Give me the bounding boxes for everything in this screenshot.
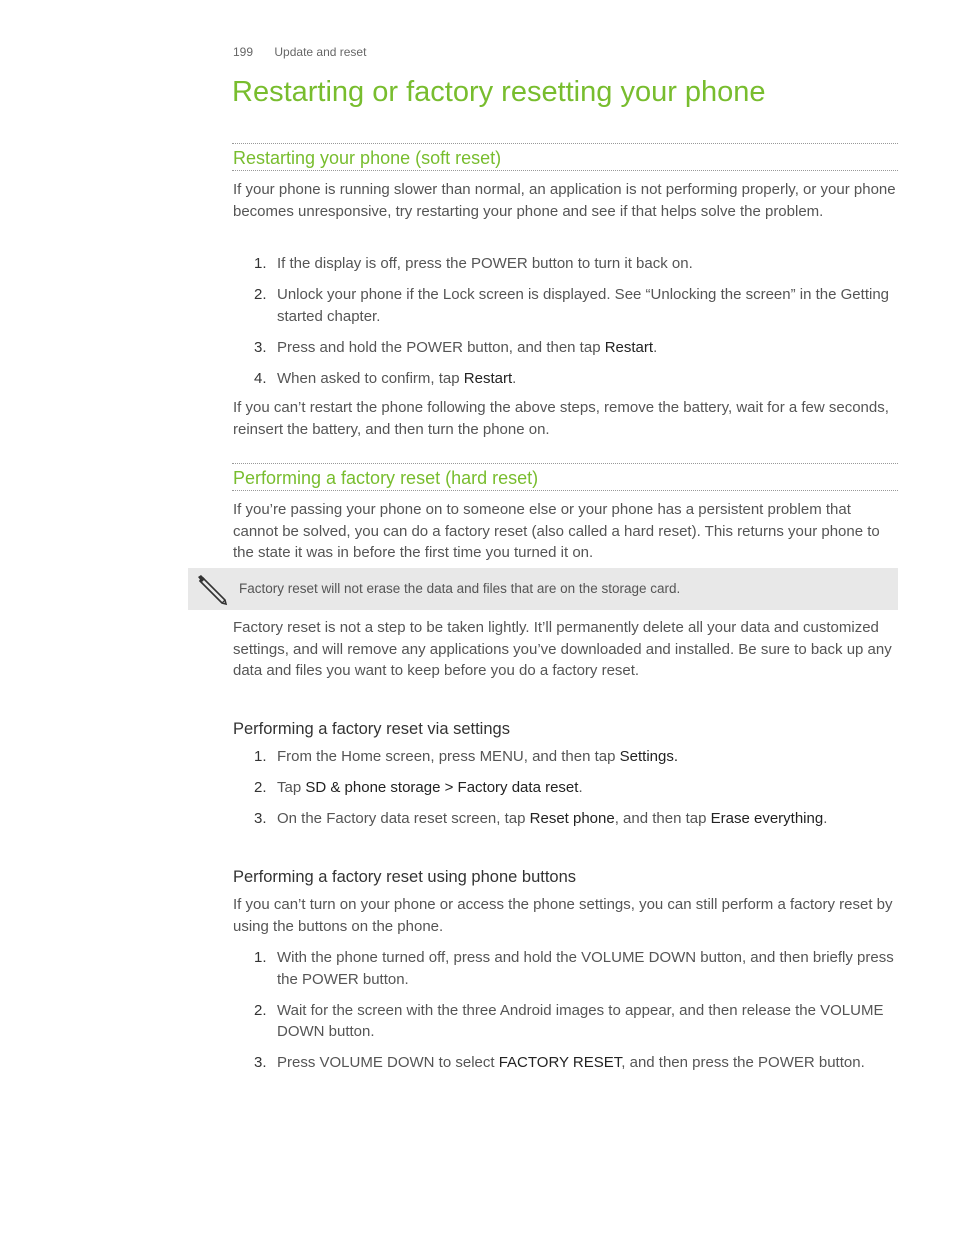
- hard-reset-warning: Factory reset is not a step to be taken lightly. It’ll permanently delete all your data and customized settings, and will remove any applications you’ve downloaded and installed. Be sure to back up any data and files you want to keep before you do a factory reset.: [233, 619, 892, 679]
- page-number: 199: [233, 45, 254, 59]
- list-item: 2. Tap SD & phone storage > Factory data reset.: [254, 779, 583, 796]
- list-item: 3. On the Factory data reset screen, tap Reset phone, and then tap Erase everything.: [254, 810, 828, 827]
- list-item: 3. Press and hold the POWER button, and then tap Restart.: [254, 338, 658, 356]
- hard-reset-intro: If you’re passing your phone on to someone else or your phone has a persistent problem that cannot be solved, you can do a factory reset (also called a hard reset). This returns your phone to the state it was in before the first time you turned it on.: [233, 501, 880, 561]
- list-item: 4. When asked to confirm, tap Restart.: [254, 369, 517, 387]
- soft-reset-intro: If your phone is running slower than normal, an application is not performing properly, or your phone becomes unresponsive, try restarting your phone and see if that helps solve the problem.: [233, 181, 896, 220]
- buttons-subheading: Performing a factory reset using phone buttons: [233, 868, 577, 886]
- list-item: 1. With the phone turned off, press and hold the VOLUME DOWN button, and then briefly press the POWER button.: [254, 949, 894, 988]
- list-item: 1. If the display is off, press the POWER button to turn it back on.: [254, 255, 693, 272]
- page-title: Restarting or factory resetting your phone: [232, 76, 766, 108]
- hard-reset-heading: Performing a factory reset (hard reset): [232, 463, 898, 491]
- page-header: [233, 45, 366, 59]
- list-item: 1. From the Home screen, press MENU, and then tap Settings.: [254, 748, 679, 765]
- list-item: 2. Wait for the screen with the three Android images to appear, and then release the VOLUME DOWN button.: [254, 1001, 884, 1040]
- list-item: 2. Unlock your phone if the Lock screen is displayed. See “Unlocking the screen” in the Getting started chapter.: [254, 286, 889, 325]
- settings-steps: [233, 746, 898, 839]
- soft-reset-outro: If you can’t restart the phone following the above steps, remove the battery, wait for a few seconds, reinsert the battery, and then turn the phone on.: [233, 399, 889, 438]
- soft-reset-steps: [233, 253, 898, 399]
- list-item: 3. Press VOLUME DOWN to select FACTORY RESET, and then press the POWER button.: [254, 1054, 865, 1071]
- header-section: Update and reset: [274, 45, 367, 59]
- buttons-steps: [233, 947, 898, 1083]
- note-text: Factory reset will not erase the data and files that are on the storage card.: [239, 581, 681, 596]
- pencil-icon: [196, 573, 230, 607]
- note-box: [188, 568, 898, 610]
- settings-subheading: Performing a factory reset via settings: [233, 720, 510, 738]
- soft-reset-heading: Restarting your phone (soft reset): [232, 143, 898, 171]
- buttons-intro: If you can’t turn on your phone or access the phone settings, you can still perform a factory reset by using the buttons on the phone.: [233, 896, 893, 935]
